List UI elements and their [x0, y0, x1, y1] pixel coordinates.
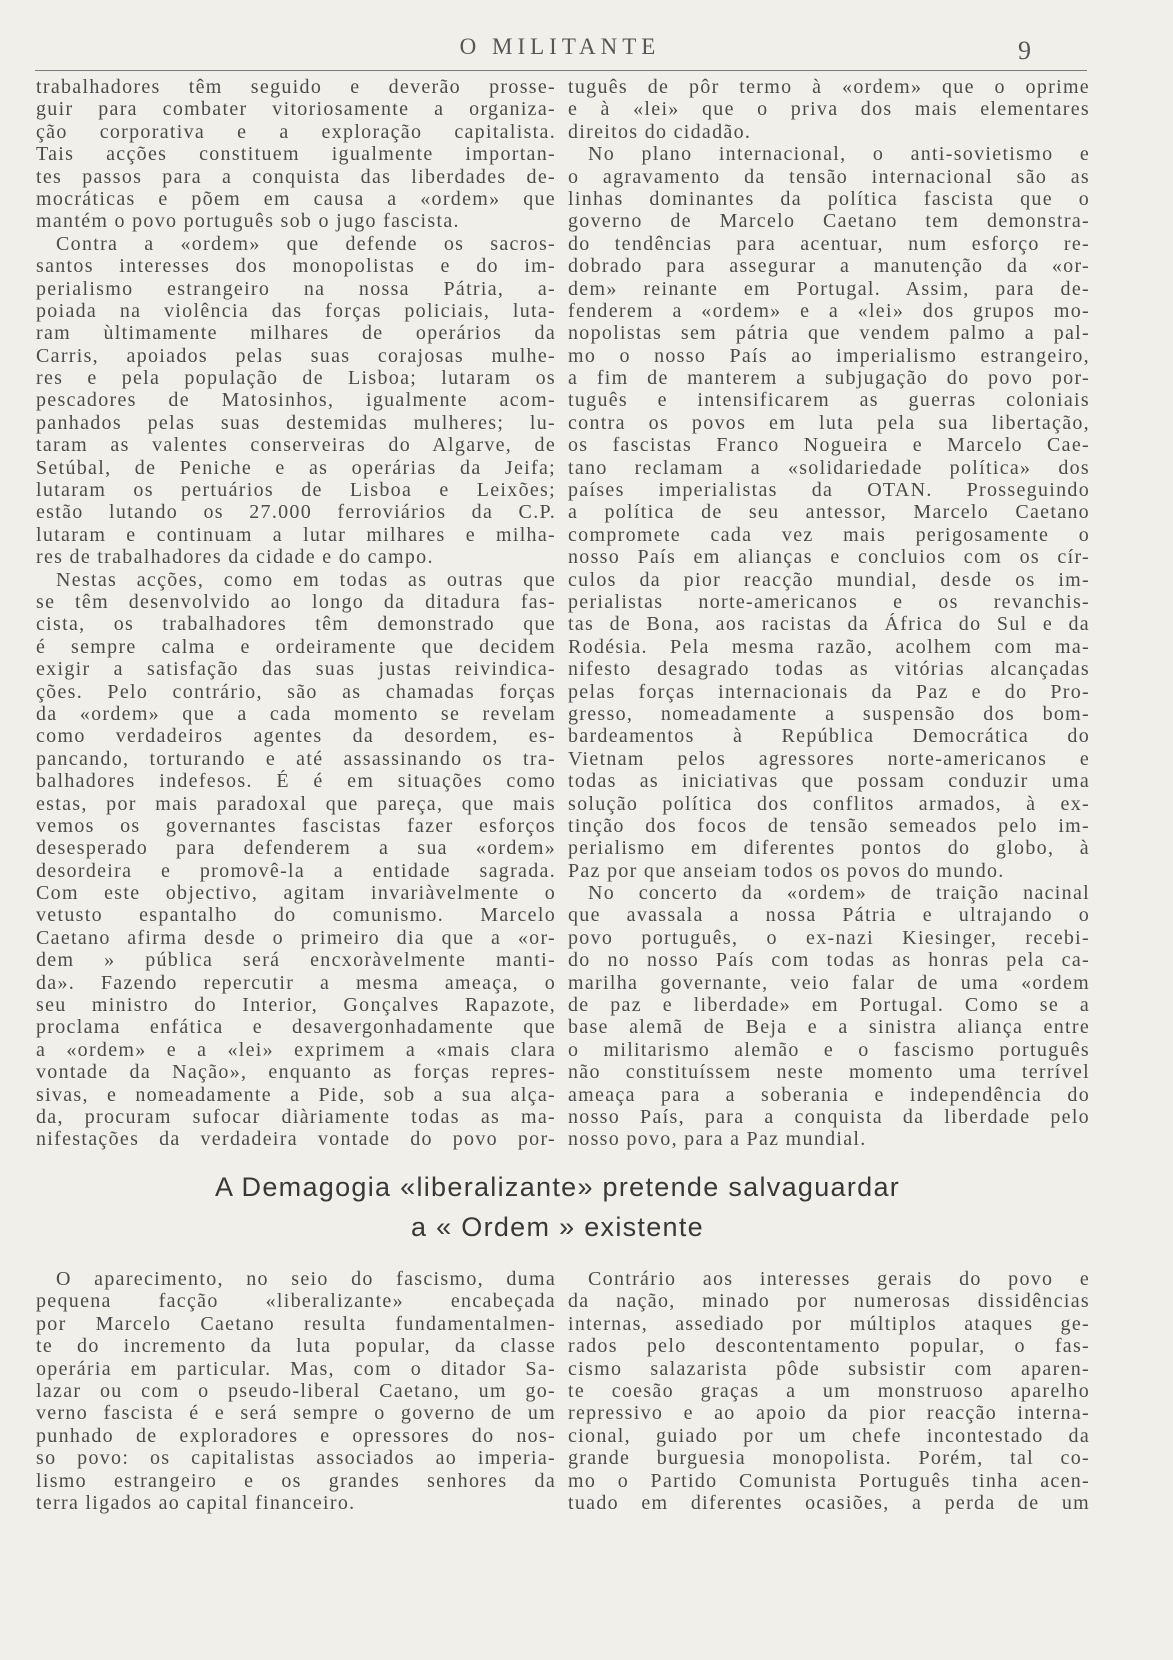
- text-line: taram as valentes conserveiras do Algarve, de: [36, 434, 556, 457]
- text-line: operária em particular. Mas, com o ditador Sa-: [36, 1357, 556, 1380]
- text-line: os fascistas Franco Nogueira e Marcelo Cae-: [568, 434, 1090, 457]
- text-line: so povo: os capitalistas associados ao imperia-: [36, 1447, 556, 1470]
- text-line: do no nosso País com todas as honras pela ca-: [568, 949, 1090, 972]
- paragraph: [36, 76, 556, 233]
- text-line: lismo estrangeiro e os grandes senhores da: [36, 1469, 556, 1492]
- text-line: países imperialistas da OTAN. Prosseguindo: [568, 479, 1090, 502]
- text-line: Tais acções constituem igualmente importan-: [36, 143, 556, 166]
- text-line: de paz e liberdade» em Portugal. Como se a: [568, 994, 1090, 1017]
- text-line: lutaram os pertuários de Lisboa e Leixões;: [36, 479, 556, 502]
- text-line: se têm desenvolvido ao longo da ditadura fas-: [36, 590, 556, 613]
- text-line: é sempre calma e ordeiramente que decidem: [36, 635, 556, 658]
- text-line: tuguês de pôr termo à «ordem» que o oprime: [568, 76, 1090, 98]
- paragraph: [36, 1268, 556, 1514]
- text-line: No concerto da «ordem» de traição nacinal: [588, 882, 1090, 905]
- text-line: pancando, torturando e até assassinando os tra-: [36, 747, 556, 770]
- text-line: mocráticas e põem em causa a «ordem» que: [36, 187, 556, 210]
- text-line: Contrário aos interesses gerais do povo e: [588, 1268, 1090, 1290]
- text-line: a fim de manterem a subjugação do povo por-: [568, 367, 1090, 390]
- text-line: rados pelo descontentamento popular, o fas-: [568, 1335, 1090, 1358]
- text-line: perialismo em diferentes pontos do globo, à: [568, 837, 1090, 860]
- text-line: lutaram e continuam a lutar milhares e milha-: [36, 523, 556, 546]
- text-line: guir para combater vitoriosamente a organiza-: [36, 98, 556, 121]
- text-line: nosso País, para a conquista da liberdade pelo: [568, 1105, 1090, 1128]
- text-line: tuguês e intensificarem as guerras coloniais: [568, 389, 1090, 412]
- text-line: nopolistas sem pátria que vendem palmo a pal-: [568, 322, 1090, 345]
- text-line: do tendências para acentuar, num esforço re-: [568, 232, 1090, 255]
- paragraph: [568, 882, 1090, 1151]
- text-line: sivas, e nomeadamente a Pide, sob a sua alça-: [36, 1083, 556, 1106]
- text-line: mantém o povo português sob o jugo fascista.: [36, 210, 460, 233]
- text-line: todas as iniciativas que possam conduzir uma: [568, 770, 1090, 793]
- text-line: Setúbal, de Peniche e as operárias da Jeifa;: [36, 456, 556, 479]
- text-line: internas, assediado por múltiplos ataques ge-: [568, 1312, 1090, 1335]
- text-line: ção corporativa e a exploração capitalista.: [36, 120, 556, 143]
- text-line: que avassala a nossa Pátria e ultrajando o: [568, 904, 1090, 927]
- text-line: terra ligados ao capital financeiro.: [36, 1491, 356, 1514]
- text-line: punhado de exploradores e opressores do nos-: [36, 1424, 556, 1447]
- text-line: Caetano afirma desde o primeiro dia que a «or-: [36, 926, 556, 949]
- column-top-right: [568, 76, 1090, 1151]
- text-line: repressivo e ao apoio da pior reacção interna-: [568, 1402, 1090, 1425]
- paragraph: [36, 233, 556, 569]
- header-rule: [35, 70, 1087, 71]
- text-line: pelas forças internacionais da Paz e do Pro-: [568, 680, 1090, 703]
- text-line: vemos os governantes fascistas fazer esforços: [36, 814, 556, 837]
- text-line: desesperado para defenderem a sua «ordem»: [36, 837, 556, 860]
- text-line: cismo salazarista pôde subsistir com aparen-: [568, 1357, 1090, 1380]
- text-line: nifestações da verdadeira vontade do povo por-: [36, 1128, 556, 1151]
- column-top-left: [36, 76, 556, 1151]
- text-line: ções. Pelo contrário, são as chamadas forças: [36, 680, 556, 703]
- text-line: perialismo estrangeiro na nossa Pátria, a-: [36, 277, 556, 300]
- text-line: trabalhadores têm seguido e deverão prosse-: [36, 76, 556, 98]
- paragraph: [568, 1268, 1090, 1514]
- text-line: balhadores indefesos. É é em situações como: [36, 770, 556, 793]
- text-line: povo português, o ex-nazi Kiesinger, recebi-: [568, 926, 1090, 949]
- text-line: direitos do cidadão.: [568, 120, 752, 143]
- text-line: O aparecimento, no seio do fascismo, duma: [56, 1268, 556, 1290]
- text-line: base alemã de Beja e a sinistra aliança entre: [568, 1016, 1090, 1039]
- text-line: Com este objectivo, agitam invariàvelmente o: [36, 882, 556, 905]
- text-line: e à «lei» que o priva dos mais elementares: [568, 98, 1090, 121]
- headline-line-2: a « Ordem » existente: [411, 1212, 704, 1242]
- paragraph: [36, 569, 556, 1151]
- column-bottom-left: [36, 1268, 556, 1514]
- text-line: contra os povos em luta pela sua libertação,: [568, 411, 1090, 434]
- text-line: No plano internacional, o anti-sovietismo e: [588, 143, 1090, 166]
- text-line: linhas dominantes da política fascista que o: [568, 187, 1090, 210]
- headline-line-1: A Demagogia «liberalizante» pretende salvaguardar: [214, 1172, 901, 1202]
- text-line: tuado em diferentes ocasiões, a perda de um: [568, 1491, 1090, 1514]
- text-line: dobrado para assegurar a manutenção da «or-: [568, 255, 1090, 278]
- text-line: nosso povo, para a Paz mundial.: [568, 1128, 867, 1151]
- text-line: tinção dos focos de tensão semeados pelo im-: [568, 814, 1090, 837]
- text-line: desordeira e promovê-la a entidade sagrada.: [36, 859, 556, 882]
- text-line: seu ministro do Interior, Gonçalves Rapazote,: [36, 994, 556, 1017]
- text-line: res e pela população de Lisboa; lutaram os: [36, 367, 556, 390]
- text-line: res de trabalhadores da cidade e do campo.: [36, 546, 434, 569]
- text-line: cista, os trabalhadores têm demonstrado que: [36, 613, 556, 636]
- text-line: fenderem a «ordem» e a «lei» dos grupos mo-: [568, 299, 1090, 322]
- text-line: culos da pior reacção mundial, desde os im-: [568, 568, 1090, 591]
- page-number: 9: [1018, 36, 1031, 65]
- text-line: governo de Marcelo Caetano tem demonstra-: [568, 210, 1090, 233]
- text-line: como verdadeiros agentes da desordem, es-: [36, 725, 556, 748]
- text-line: dem» reinante em Portugal. Assim, para de-: [568, 277, 1090, 300]
- text-line: mo o nosso País ao imperialismo estrangeiro,: [568, 344, 1090, 367]
- column-bottom-right: [568, 1268, 1090, 1514]
- text-line: cional, guiado por um chefe incontestado da: [568, 1424, 1090, 1447]
- text-line: bardeamentos à República Democrática do: [568, 725, 1090, 748]
- text-line: da, procuram sufocar diàriamente todas as ma-: [36, 1105, 556, 1128]
- text-line: santos interesses dos monopolistas e do im-: [36, 255, 556, 278]
- text-line: ram ùltimamente milhares de operários da: [36, 322, 556, 345]
- text-line: tes passos para a conquista das liberdades de-: [36, 165, 556, 188]
- text-line: gresso, nomeadamente a suspensão dos bom-: [568, 702, 1090, 725]
- text-line: estão lutando os 27.000 ferroviários da C.P.: [36, 501, 556, 524]
- text-line: exigir a satisfação das suas justas reivindica-: [36, 658, 556, 681]
- text-line: a política de seu antessor, Marcelo Caetano: [568, 501, 1090, 524]
- text-line: nifesto desagrado todas as vitórias alcançadas: [568, 658, 1090, 681]
- text-line: vetusto espantalho do comunismo. Marcelo: [36, 904, 556, 927]
- text-line: vontade da Nação», enquanto as forças repres-: [36, 1061, 556, 1084]
- paragraph: [568, 76, 1090, 143]
- text-line: o agravamento da tensão internacional são as: [568, 165, 1090, 188]
- text-line: Carris, apoiados pelas suas corajosas mulhe-: [36, 344, 556, 367]
- text-line: da «ordem» que a cada momento se revelam: [36, 702, 556, 725]
- text-line: te do incremento da luta popular, da classe: [36, 1335, 556, 1358]
- text-line: da». Fazendo repercutir a mesma ameaça, o: [36, 971, 556, 994]
- text-line: marilha governante, veio falar de uma «ordem: [568, 971, 1090, 994]
- text-line: te coesão graças a um monstruoso aparelho: [568, 1379, 1090, 1402]
- text-line: nosso País em alianças e concluios com os cír-: [568, 546, 1090, 569]
- text-line: tano reclamam a «solidariedade política» dos: [568, 456, 1090, 479]
- text-line: solução política dos conflitos armados, à ex-: [568, 792, 1090, 815]
- text-line: proclama enfática e desavergonhadamente que: [36, 1016, 556, 1039]
- text-line: verno fascista é e será sempre o governo de um: [36, 1402, 556, 1425]
- publication-title: O MILITANTE: [459, 34, 661, 59]
- text-line: grande burguesia monopolista. Porém, tal co-: [568, 1447, 1090, 1470]
- text-line: panhados pelas suas destemidas mulheres; lu-: [36, 411, 556, 434]
- text-line: lazar ou com o pseudo-liberal Caetano, um go-: [36, 1379, 556, 1402]
- text-line: Vietnam pelos agressores norte-americanos e: [568, 747, 1090, 770]
- paragraph: [568, 143, 1090, 882]
- text-line: pequena facção «liberalizante» encabeçada: [36, 1290, 556, 1313]
- text-line: Paz por que anseiam todos os povos do mundo.: [568, 859, 1005, 882]
- text-line: mo o Partido Comunista Português tinha acen-: [568, 1469, 1090, 1492]
- text-line: não constituíssem neste momento uma terrível: [568, 1061, 1090, 1084]
- text-line: tas de Bona, aos racistas da África do Sul e da: [568, 613, 1090, 636]
- text-line: poiada na violência das forças policiais, luta-: [36, 299, 556, 322]
- text-line: compromete cada vez mais perigosamente o: [568, 523, 1090, 546]
- text-line: Contra a «ordem» que defende os sacros-: [56, 232, 556, 255]
- text-line: perialistas norte-americanos e os revanchis-: [568, 590, 1090, 613]
- text-line: o militarismo alemão e o fascismo português: [568, 1038, 1090, 1061]
- text-line: ameaça para a soberania e independência do: [568, 1083, 1090, 1106]
- text-line: Nestas acções, como em todas as outras que: [56, 568, 556, 591]
- text-line: a «ordem» e a «lei» exprimem a «mais clara: [36, 1038, 556, 1061]
- text-line: por Marcelo Caetano resulta fundamentalmen-: [36, 1312, 556, 1335]
- text-line: pescadores de Matosinhos, igualmente acom-: [36, 389, 556, 412]
- text-line: da nação, minado por numerosas dissidências: [568, 1290, 1090, 1313]
- text-line: estas, por mais paradoxal que pareça, que mais: [36, 792, 556, 815]
- text-line: Rodésia. Pela mesma razão, acolhem com ma-: [568, 635, 1090, 658]
- text-line: dem » pública será encxoràvelmente manti-: [36, 949, 556, 972]
